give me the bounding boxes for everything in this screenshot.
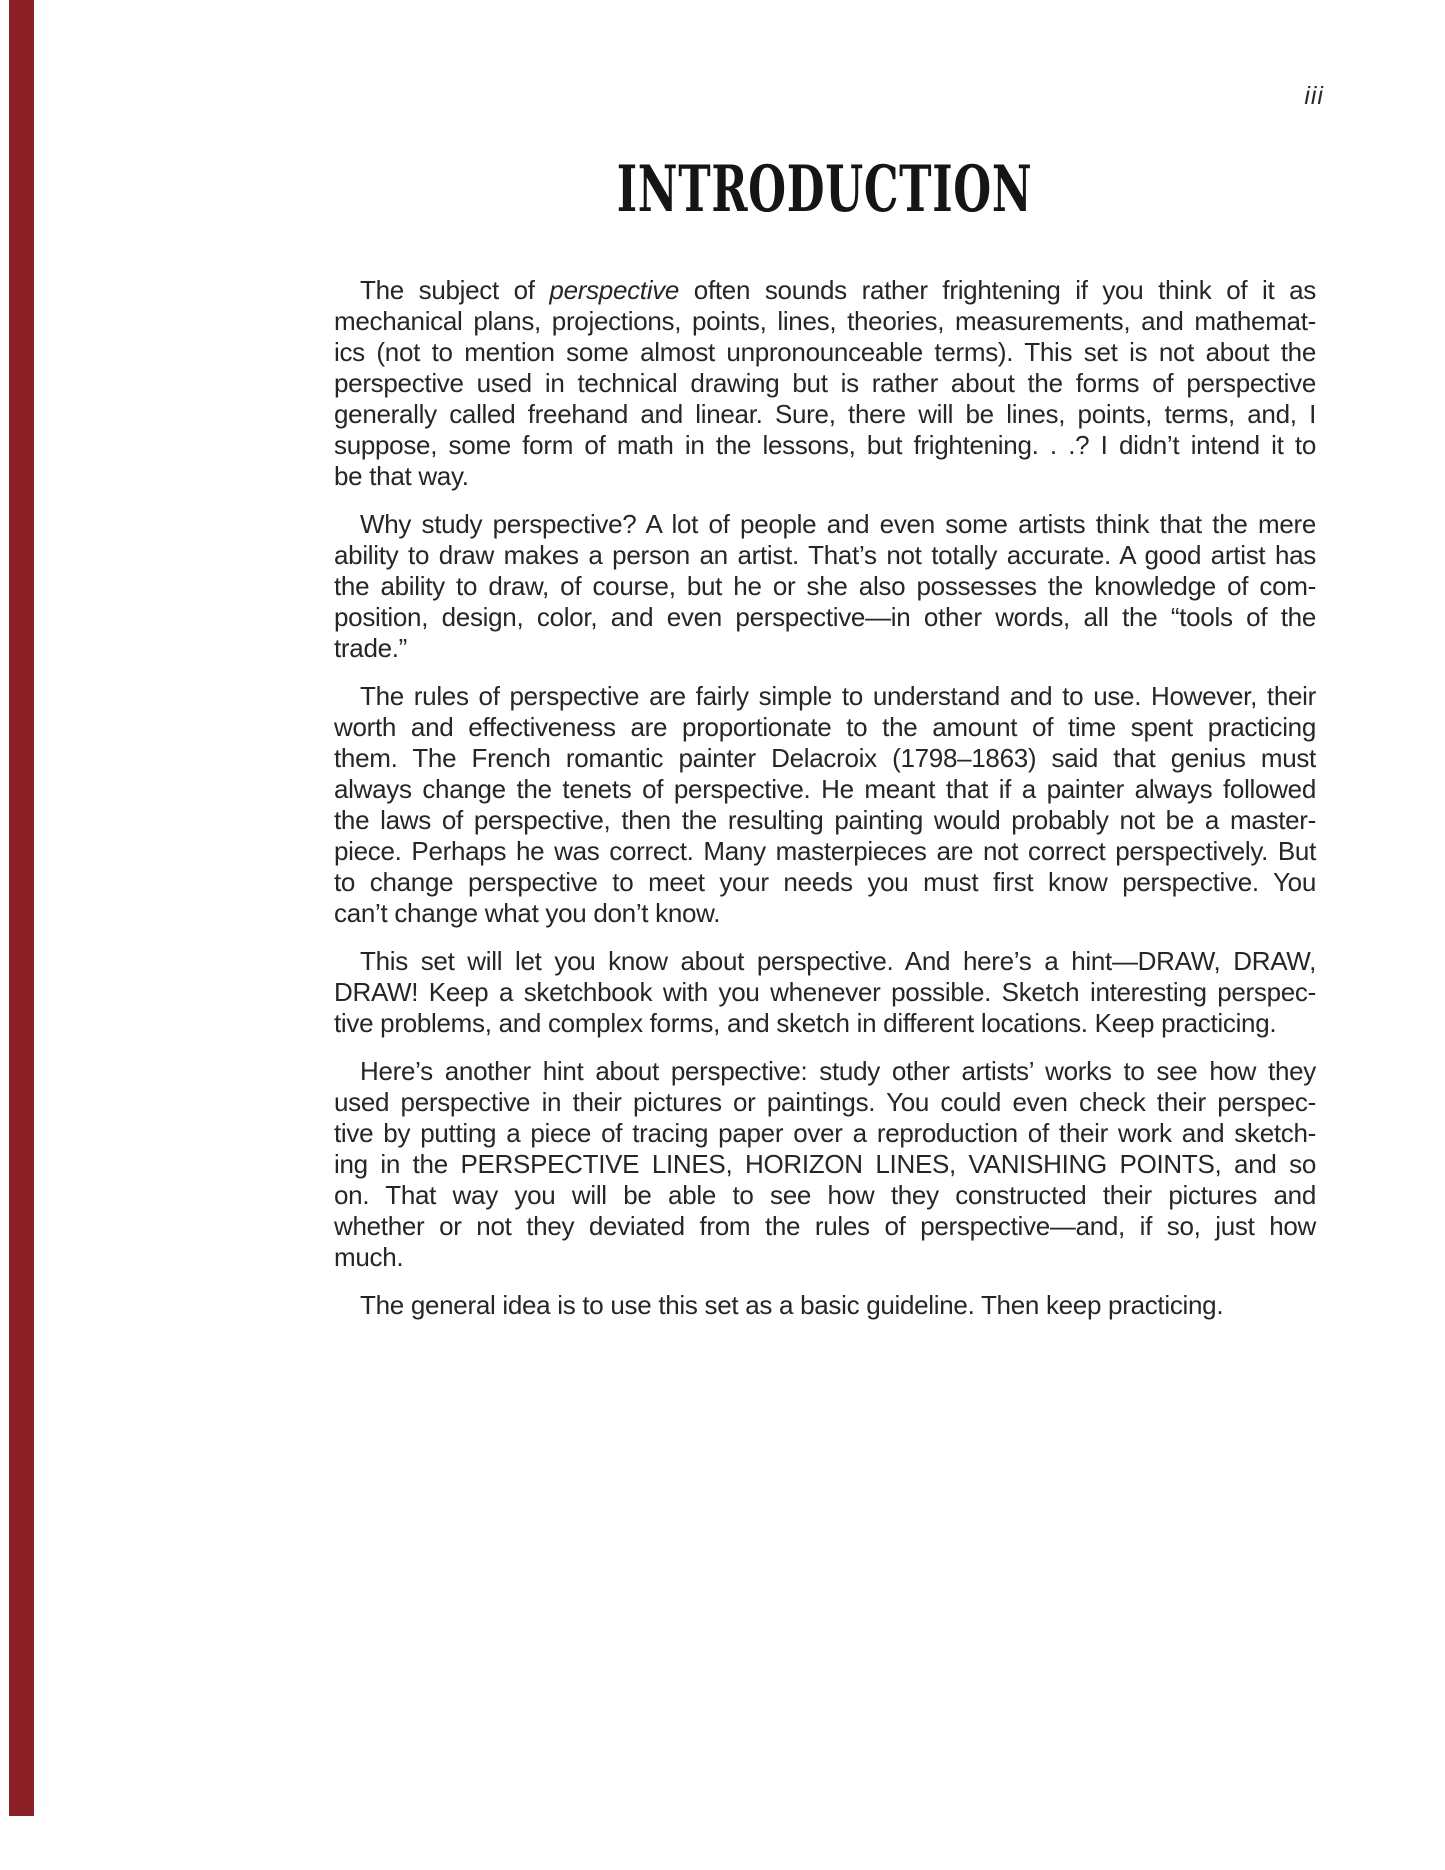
text-line: The rules of perspective are fairly simple to understand and to use. However, their [360,681,1316,711]
text-line: tive by putting a piece of tracing paper over a reproduction of their work and sketch- [334,1118,1316,1148]
text-line: be that way. [334,461,469,491]
text-line: The subject of perspective often sounds rather frightening if you think of it as [360,275,1316,305]
text-line: much. [334,1242,404,1272]
paragraph [334,509,1316,664]
paragraph [334,946,1316,1039]
spine-edge-stripe [9,0,34,1816]
text-line: perspective used in technical drawing but is rather about the forms of perspective [334,368,1316,398]
text-line: them. The French romantic painter Delacroix (1798–1863) said that genius must [334,743,1316,773]
paragraph [334,1056,1316,1273]
text-line: piece. Perhaps he was correct. Many masterpieces are not correct perspectively. But [334,836,1316,866]
text-line: used perspective in their pictures or paintings. You could even check their perspec- [334,1087,1316,1117]
text-line: tive problems, and complex forms, and sketch in different locations. Keep practicing. [334,1008,1277,1038]
paragraph [334,1290,1316,1321]
text-line: DRAW! Keep a sketchbook with you whenever possible. Sketch interesting perspec- [334,977,1316,1007]
text-line: can’t change what you don’t know. [334,898,721,928]
text-line: The general idea is to use this set as a basic guideline. Then keep practicing. [360,1290,1224,1320]
text-line: suppose, some form of math in the lessons, but frightening. . .? I didn’t intend it to [334,430,1316,460]
text-line: ing in the PERSPECTIVE LINES, HORIZON LINES, VANISHING POINTS, and so [334,1149,1316,1179]
body-text [334,275,1316,1338]
text-line: This set will let you know about perspective. And here’s a hint—DRAW, DRAW, [360,946,1316,976]
paragraph [334,275,1316,492]
text-line: the ability to draw, of course, but he or she also possesses the knowledge of com- [334,571,1316,601]
text-line: whether or not they deviated from the rules of perspective—and, if so, just how [334,1211,1316,1241]
text-line: worth and effectiveness are proportionate to the amount of time spent practicing [334,712,1316,742]
text-line: trade.” [334,633,408,663]
page-title: INTRODUCTION [617,152,1033,227]
text-line: Why study perspective? A lot of people and even some artists think that the mere [360,509,1316,539]
text-line: generally called freehand and linear. Sure, there will be lines, points, terms, and, I [334,399,1316,429]
text-line: on. That way you will be able to see how they constructed their pictures and [334,1180,1316,1210]
text-line: ability to draw makes a person an artist. That’s not totally accurate. A good artist has [334,540,1316,570]
text-line: Here’s another hint about perspective: study other artists’ works to see how they [360,1056,1316,1086]
text-line: always change the tenets of perspective. He meant that if a painter always followed [334,774,1316,804]
paragraph [334,681,1316,929]
text-line: position, design, color, and even perspective—in other words, all the “tools of the [334,602,1316,632]
text-line: to change perspective to meet your needs you must first know perspective. You [334,867,1316,897]
title-wrap [334,152,1316,227]
text-line: ics (not to mention some almost unpronounceable terms). This set is not about the [334,337,1316,367]
page-number: iii [1304,82,1324,110]
text-line: mechanical plans, projections, points, lines, theories, measurements, and mathemat- [334,306,1316,336]
text-line: the laws of perspective, then the resulting painting would probably not be a master- [334,805,1316,835]
